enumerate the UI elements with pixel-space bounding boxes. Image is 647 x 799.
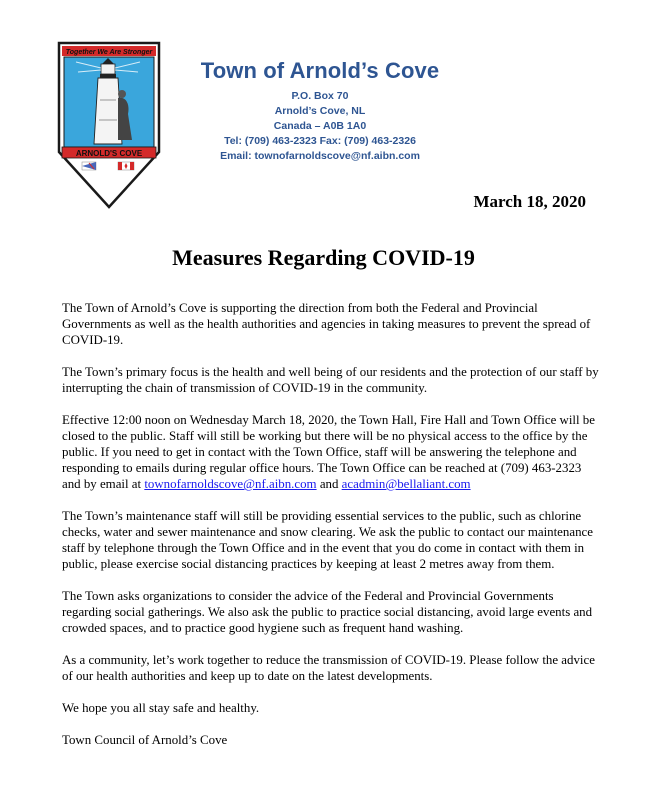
paragraph-well-wishes: We hope you all stay safe and healthy. [62, 701, 260, 715]
canada-flag-icon [118, 162, 134, 170]
country-postal-line: Canada – A0B 1A0 [273, 120, 367, 132]
paragraph-gatherings: The Town asks organizations to consider the advice of the Federal and Provincial Governments regarding social gatherings. We also ask the public to practice social distancing, avoid large events and crowded spaces, and to practice good hygiene such as frequent hand washing. [62, 589, 593, 635]
letter-body [62, 300, 602, 764]
email-link-town[interactable]: townofarnoldscove@nf.aibn.com [144, 477, 317, 491]
crest-top-banner-text: Together We Are Stronger [65, 49, 153, 56]
letter-date: March 18, 2020 [473, 192, 586, 211]
closure-text: Effective 12:00 noon on Wednesday March 18, 2020, the Town Hall, Fire Hall and Town Office will be closed to the public. Staff will still be working but there will be no physical access to the office by the public. If you need to get in contact with the Town Office, staff will be answering the telephone and responding to emails during regular office hours. The Town Office can be reached at (709) 463-2323 and by email at [62, 413, 595, 491]
town-name-heading: Town of Arnold’s Cove [200, 58, 440, 83]
crest-bottom-banner-text: ARNOLD'S COVE [75, 149, 143, 158]
po-box-line: P.O. Box 70 [291, 90, 349, 102]
paragraph-support: The Town of Arnold’s Cove is supporting the direction from both the Federal and Provincial Governments as well as the health authorities and agencies in taking measures to prevent the spread of COVID-19. [62, 301, 591, 347]
paragraph-community: As a community, let’s work together to reduce the transmission of COVID-19. Please follow the advice of our health authorities and keep up to date on the latest developments. [62, 653, 595, 683]
city-line: Arnold’s Cove, NL [274, 105, 366, 117]
letterhead-address [170, 89, 470, 164]
email-joiner: and [316, 477, 342, 491]
signature: Town Council of Arnold’s Cove [62, 733, 228, 747]
letter-headline: Measures Regarding COVID-19 [172, 245, 475, 270]
nl-flag-icon [82, 162, 96, 170]
email-line: Email: townofarnoldscove@nf.aibn.com [220, 150, 420, 162]
email-link-admin[interactable]: acadmin@bellaliant.com [341, 477, 471, 491]
paragraph-maintenance: The Town’s maintenance staff will still be providing essential services to the public, such as chlorine checks, water and sewer maintenance and snow clearing. We ask the public to contact our maintenance staff by telephone through the Town Office and in the event that you do come in contact with them in public, please exercise social distancing practices by keeping at least 2 metres away from them. [62, 509, 593, 571]
paragraph-closure [62, 412, 602, 492]
town-crest-logo [56, 40, 162, 210]
phone-fax-line: Tel: (709) 463-2323 Fax: (709) 463-2326 [224, 135, 416, 147]
paragraph-primary-focus: The Town’s primary focus is the health and well being of our residents and the protection of our staff by interrupting the chain of transmission of COVID-19 in the community. [62, 365, 599, 395]
